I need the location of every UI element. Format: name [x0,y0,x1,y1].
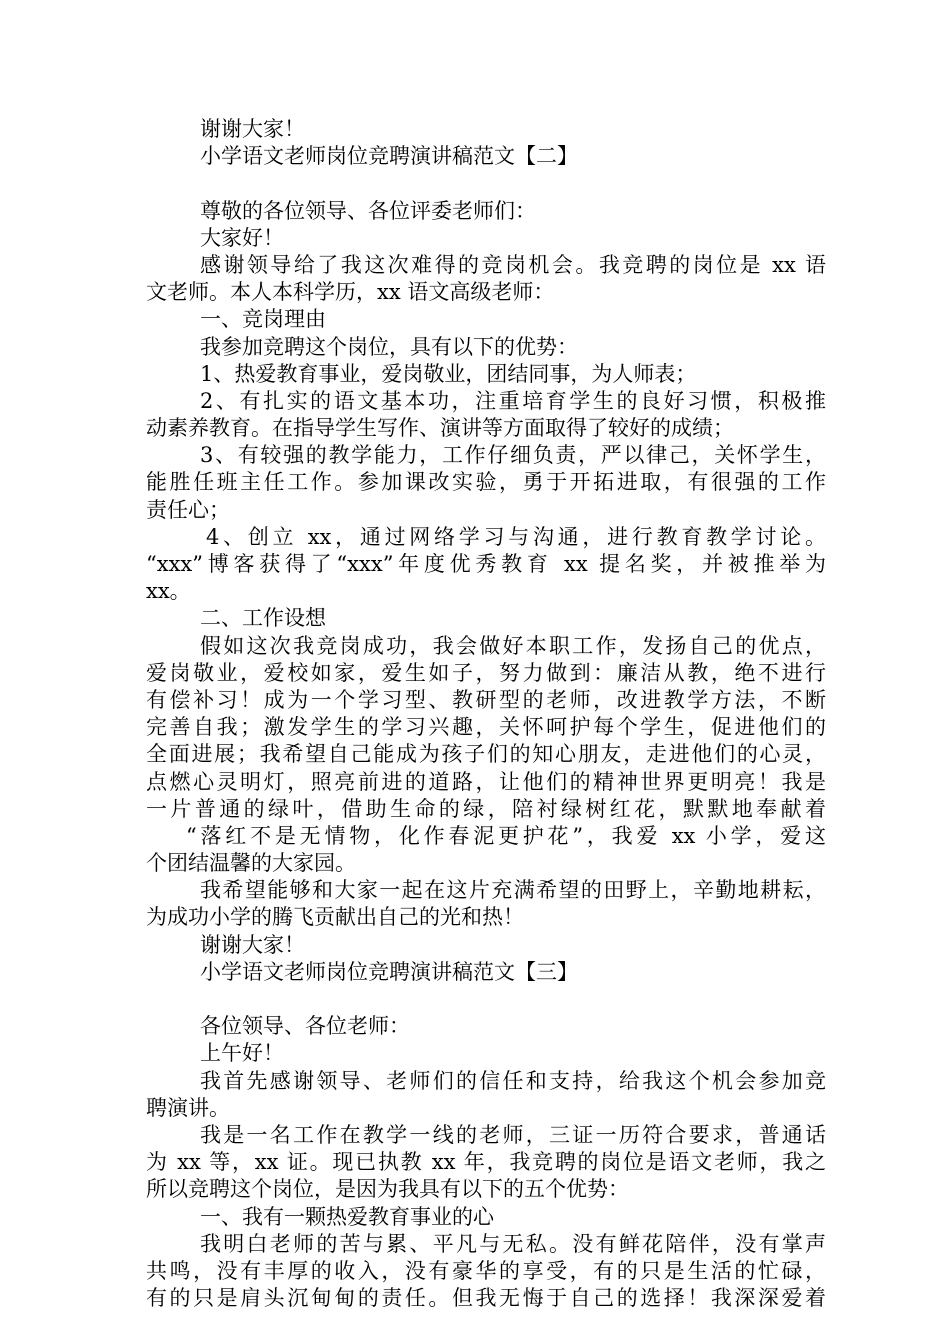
text-line: 我首先感谢领导、老师们的信任和支持，给我这个机会参加竞 [200,1068,826,1093]
text-line: 2、有扎实的语文基本功，注重培育学生的良好习惯，积极推 [200,388,826,413]
blank-line [146,986,826,1013]
text-line: 一、竞岗理由 [200,307,326,332]
text-line: 为成功小学的腾飞贡献出自己的光和热！ [146,905,524,930]
text-line: 点燃心灵明灯，照亮前进的道路，让他们的精神世界更明亮！我是 [146,769,826,794]
text-line: 责任心； [146,497,230,522]
text-line: 尊敬的各位领导、各位评委老师们： [200,198,536,223]
text-line: 有的只是肩头沉甸甸的责任。但我无悔于自己的选择！我深深爱着 [146,1286,826,1311]
text-line: 一、我有一颗热爱教育事业的心 [200,1204,494,1229]
text-line: 上午好！ [200,1041,284,1066]
blank-line [146,170,826,197]
text-line: 1、热爱教育事业，爱岗敬业，团结同事，为人师表； [200,361,697,386]
text-line: 一片普通的绿叶，借助生命的绿，陪衬绿树红花，默默地奉献着 [146,796,826,821]
text-line: 我参加竞聘这个岗位，具有以下的优势： [200,334,578,359]
text-line: 有偿补习！成为一个学习型、教研型的老师，改进教学方法，不断 [146,687,826,712]
text-line: 4、创立 xx，通过网络学习与沟通，进行教育教学讨论。 [206,524,826,549]
text-line: 二、工作设想 [200,606,326,631]
text-line: 爱岗敬业，爱校如家，爱生如子，努力做到：廉洁从教，绝不进行 [146,660,826,685]
text-line: 感谢领导给了我这次难得的竞岗机会。我竞聘的岗位是 xx 语 [200,252,826,277]
text-line: 小学语文老师岗位竞聘演讲稿范文【二】 [200,144,578,169]
text-line: 大家好！ [200,225,284,250]
text-line: 小学语文老师岗位竞聘演讲稿范文【三】 [200,959,578,984]
text-line: 能胜任班主任工作。参加课改实验，勇于开拓进取，有很强的工作 [146,470,826,495]
text-line: 动素养教育。在指导学生写作、演讲等方面取得了较好的成绩； [146,416,734,441]
text-line: 所以竞聘这个岗位，是因为我具有以下的五个优势： [146,1177,629,1202]
text-line: 个团结温馨的大家园。 [146,851,356,876]
text-line: 全面进展；我希望自己能成为孩子们的知心朋友，走进他们的心灵， [146,742,826,767]
text-line: 我是一名工作在教学一线的老师，三证一历符合要求，普通话 [200,1122,826,1147]
text-line: “xxx”博客获得了“xxx”年度优秀教育 xx 提名奖，并被推举为 [146,552,826,576]
text-line: “落红不是无情物，化作春泥更护花”，我爱 xx 小学，爱这 [186,823,826,848]
text-line: 共鸣，没有丰厚的收入，没有豪华的享受，有的只是生活的忙碌， [146,1258,826,1283]
text-line: 各位领导、各位老师： [200,1014,410,1039]
text-line: 我希望能够和大家一起在这片充满希望的田野上，辛勤地耕耘， [200,878,826,903]
text-line: 为 xx 等，xx 证。现已执教 xx 年，我竞聘的岗位是语文老师，我之 [146,1150,826,1175]
text-line: 文老师。本人本科学历，xx 语文高级老师： [146,280,555,305]
text-line: 谢谢大家！ [200,932,305,957]
text-line: 聘演讲。 [146,1095,230,1120]
text-line: 假如这次我竞岗成功，我会做好本职工作，发扬自己的优点， [200,633,826,658]
text-line: 我明白老师的苦与累、平凡与无私。没有鲜花陪伴，没有掌声 [200,1231,826,1256]
text-line: 3、有较强的教学能力，工作仔细负责，严以律己，关怀学生， [200,443,826,468]
text-line: 谢谢大家！ [200,117,305,141]
text-line: xx。 [146,579,191,604]
text-line: 完善自我；激发学生的学习兴趣，关怀呵护每个学生，促进他们的 [146,715,826,740]
document-body [146,116,826,1312]
